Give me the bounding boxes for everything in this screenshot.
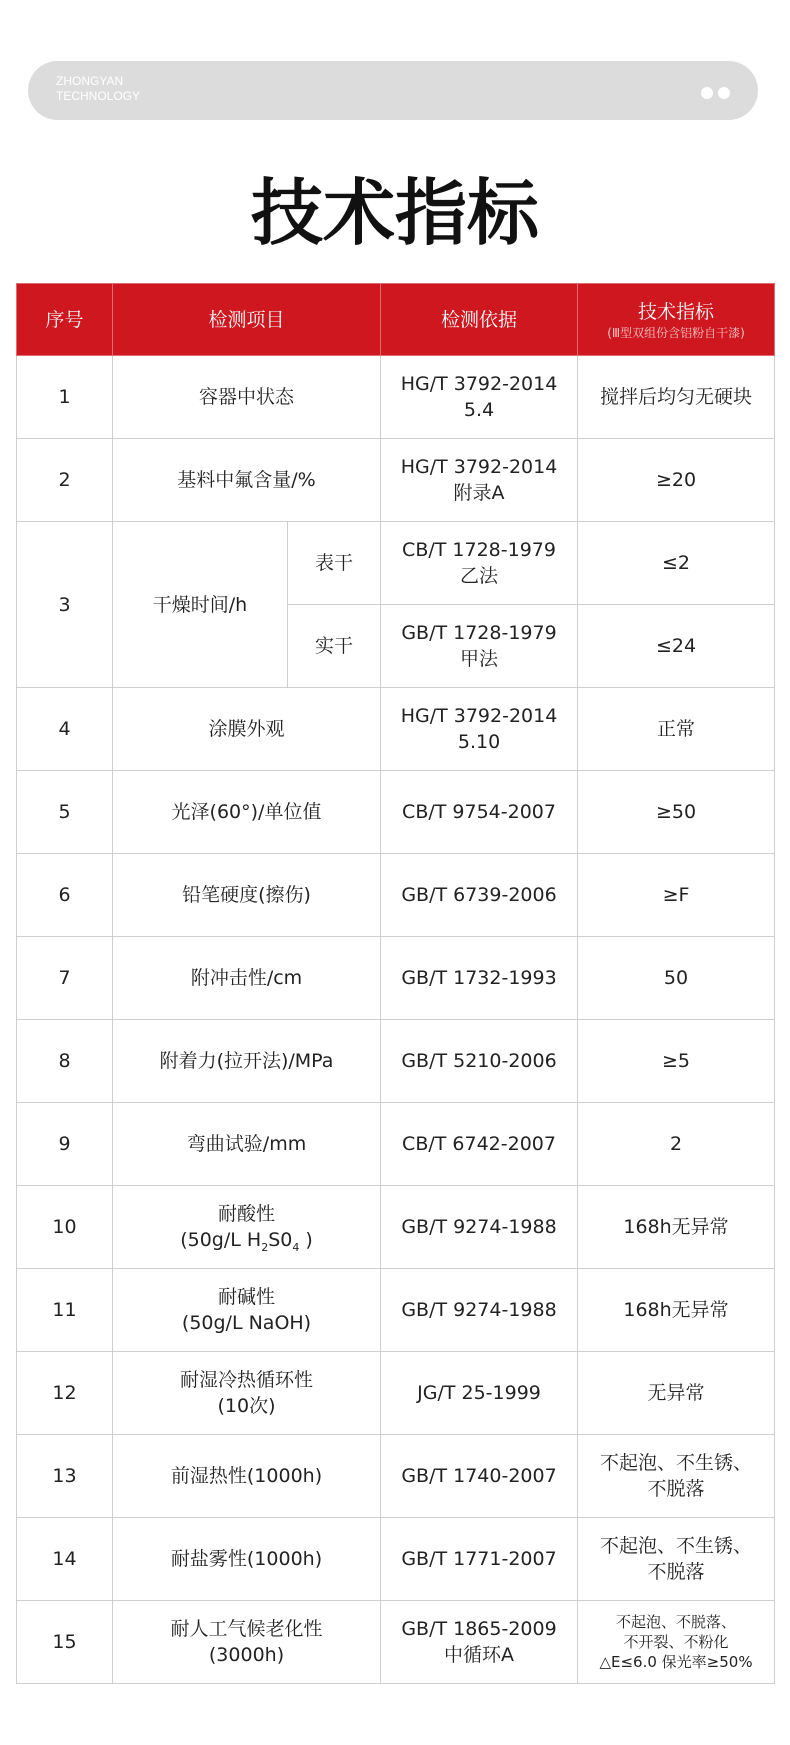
cell-spec: 搅拌后均匀无硬块: [578, 356, 775, 439]
header-spec-sub: (Ⅲ型双组份含铝粉自干漆): [607, 325, 745, 340]
table-row: [17, 1020, 775, 1103]
cell-spec: [578, 1518, 775, 1601]
cell-no: 8: [17, 1020, 113, 1103]
cell-item: 耐盐雾性(1000h): [113, 1518, 381, 1601]
cell-no: 15: [17, 1601, 113, 1684]
brand-line-1: ZHONGYAN: [56, 74, 124, 88]
cell-basis: GB/T 9274-1988: [381, 1186, 578, 1269]
cell-item: 干燥时间/h: [113, 522, 288, 688]
basis-line-1: HG/T 3792-2014: [400, 705, 558, 727]
cell-no: 10: [17, 1186, 113, 1269]
cell-basis: [381, 1601, 578, 1684]
cell-no: 9: [17, 1103, 113, 1186]
cell-item: 基料中氟含量/%: [113, 439, 381, 522]
cell-basis: [381, 688, 578, 771]
header-item: 检测项目: [113, 284, 381, 356]
cell-spec: ≥F: [578, 854, 775, 937]
cell-no: 7: [17, 937, 113, 1020]
basis-line-1: HG/T 3792-2014: [400, 373, 558, 395]
cell-subitem: 表干: [288, 522, 381, 605]
cell-basis: [381, 356, 578, 439]
page-title: 技术指标: [250, 171, 539, 255]
cell-spec: 2: [578, 1103, 775, 1186]
cell-basis: [381, 522, 578, 605]
item-line-2: (3000h): [208, 1644, 285, 1666]
item-line-1: 耐湿冷热循环性: [180, 1369, 314, 1391]
basis-line-2: 中循环A: [444, 1644, 515, 1666]
cell-item: 附着力(拉开法)/MPa: [113, 1020, 381, 1103]
table-row: [17, 1601, 775, 1684]
cell-spec: 168h无异常: [578, 1269, 775, 1352]
table-row: [17, 1352, 775, 1435]
cell-item: [113, 1352, 381, 1435]
cell-spec: 50: [578, 937, 775, 1020]
cell-item: 光泽(60°)/单位值: [113, 771, 381, 854]
dot-icon: [718, 87, 730, 99]
cell-basis: CB/T 9754-2007: [381, 771, 578, 854]
cell-no: 5: [17, 771, 113, 854]
cell-basis: CB/T 6742-2007: [381, 1103, 578, 1186]
header-spec: [578, 284, 775, 356]
table-row: [17, 522, 775, 605]
item-line-1: 耐人工气候老化性: [170, 1618, 323, 1640]
spec-line-3: △E≤6.0 保光率≥50%: [599, 1653, 753, 1671]
cell-item: 弯曲试验/mm: [113, 1103, 381, 1186]
table-row: [17, 1518, 775, 1601]
cell-spec: ≥5: [578, 1020, 775, 1103]
basis-line-2: 附录A: [453, 482, 505, 504]
brand-line-2: TECHNOLOGY: [56, 89, 141, 103]
cell-spec: 168h无异常: [578, 1186, 775, 1269]
table-row: [17, 439, 775, 522]
item-subscript: 4: [292, 1240, 300, 1254]
cell-basis: GB/T 1771-2007: [381, 1518, 578, 1601]
table-row: [17, 937, 775, 1020]
cell-basis: [381, 439, 578, 522]
table-row: [17, 1186, 775, 1269]
cell-item: [113, 1269, 381, 1352]
cell-spec: [578, 1435, 775, 1518]
cell-no: 14: [17, 1518, 113, 1601]
cell-basis: GB/T 9274-1988: [381, 1269, 578, 1352]
cell-no: 13: [17, 1435, 113, 1518]
cell-item: [113, 1601, 381, 1684]
basis-line-2: 5.10: [457, 731, 501, 753]
basis-line-2: 乙法: [460, 565, 499, 587]
table-row: [17, 356, 775, 439]
table-row: [17, 1269, 775, 1352]
header-no: 序号: [17, 284, 113, 356]
cell-spec: ≥50: [578, 771, 775, 854]
cell-basis: GB/T 6739-2006: [381, 854, 578, 937]
spec-line-2: 不脱落: [647, 1478, 705, 1500]
item-text: (50g/L H: [180, 1229, 262, 1251]
cell-item: [113, 1186, 381, 1269]
basis-line-2: 5.4: [463, 399, 495, 421]
cell-spec: [578, 1601, 775, 1684]
table-row: [17, 771, 775, 854]
item-line-1: 耐酸性: [218, 1203, 276, 1225]
spec-line-1: 不起泡、不生锈、: [600, 1535, 753, 1557]
table-row: [17, 688, 775, 771]
dot-icon: [701, 87, 713, 99]
cell-basis: GB/T 1740-2007: [381, 1435, 578, 1518]
item-line-2: (50g/L NaOH): [181, 1312, 312, 1334]
cell-no: 6: [17, 854, 113, 937]
item-line-2: (10次): [217, 1395, 276, 1417]
spec-line-1: 不起泡、不脱落、: [616, 1613, 737, 1631]
spec-table: [16, 283, 775, 1684]
item-text: ): [299, 1229, 313, 1251]
cell-no: 1: [17, 356, 113, 439]
spec-line-2: 不开裂、不粉化: [623, 1633, 729, 1651]
basis-line-2: 甲法: [460, 648, 499, 670]
cell-no: 4: [17, 688, 113, 771]
table-row: [17, 1435, 775, 1518]
basis-line-1: GB/T 1865-2009: [401, 1618, 557, 1640]
item-line-2: [117, 1227, 376, 1253]
basis-line-1: CB/T 1728-1979: [402, 539, 556, 561]
cell-spec: ≥20: [578, 439, 775, 522]
cell-no: 12: [17, 1352, 113, 1435]
cell-no: 11: [17, 1269, 113, 1352]
item-line-1: 耐碱性: [218, 1286, 276, 1308]
basis-line-1: GB/T 1728-1979: [401, 622, 557, 644]
basis-line-1: HG/T 3792-2014: [400, 456, 558, 478]
table-row: [17, 1103, 775, 1186]
cell-item: 涂膜外观: [113, 688, 381, 771]
table-header-row: [17, 284, 775, 356]
cell-item: 附冲击性/cm: [113, 937, 381, 1020]
cell-no: 3: [17, 522, 113, 688]
cell-spec: 无异常: [578, 1352, 775, 1435]
header-spec-label: 技术指标: [638, 300, 715, 323]
cell-basis: GB/T 5210-2006: [381, 1020, 578, 1103]
cell-basis: JG/T 25-1999: [381, 1352, 578, 1435]
cell-spec: 正常: [578, 688, 775, 771]
spec-line-1: 不起泡、不生锈、: [600, 1452, 753, 1474]
brand-bar: [28, 61, 758, 120]
item-text: S0: [268, 1229, 293, 1251]
cell-no: 2: [17, 439, 113, 522]
cell-subitem: 实干: [288, 605, 381, 688]
table-row: [17, 854, 775, 937]
cell-basis: [381, 605, 578, 688]
header-basis: 检测依据: [381, 284, 578, 356]
item-subscript: 2: [261, 1240, 269, 1254]
cell-item: 铅笔硬度(擦伤): [113, 854, 381, 937]
cell-spec: ≤24: [578, 605, 775, 688]
cell-spec: ≤2: [578, 522, 775, 605]
menu-dots-icon[interactable]: [696, 84, 730, 103]
cell-item: 容器中状态: [113, 356, 381, 439]
cell-basis: GB/T 1732-1993: [381, 937, 578, 1020]
brand-logo-text: [56, 74, 140, 104]
cell-item: 前湿热性(1000h): [113, 1435, 381, 1518]
spec-line-2: 不脱落: [647, 1561, 705, 1583]
